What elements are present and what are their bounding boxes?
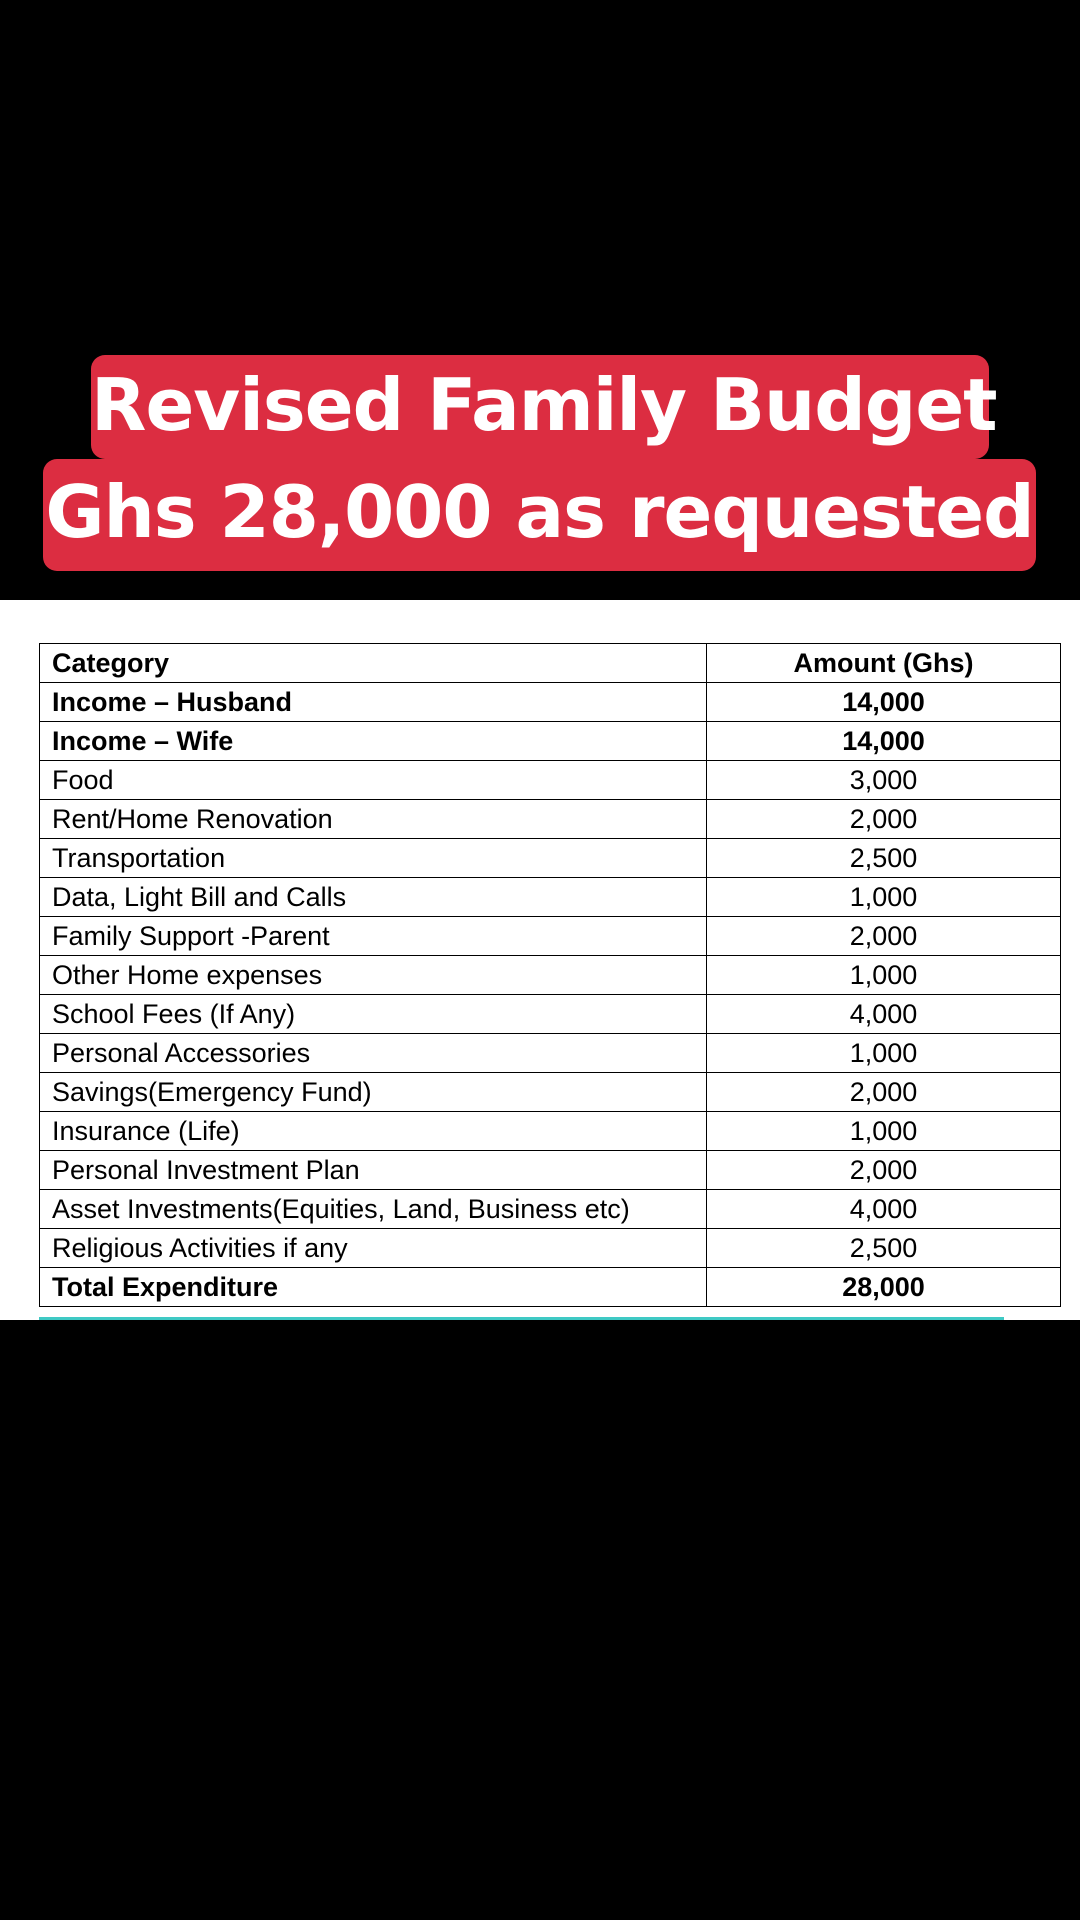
budget-sheet	[0, 600, 1080, 1320]
header-category: Category	[40, 644, 707, 683]
total-label: Total Expenditure	[40, 1268, 707, 1307]
table-row	[40, 1190, 1061, 1229]
row-category: Income – Wife	[40, 722, 707, 761]
row-category: Food	[40, 761, 707, 800]
row-amount: 4,000	[707, 1190, 1061, 1229]
row-category: School Fees (If Any)	[40, 995, 707, 1034]
table-row	[40, 1151, 1061, 1190]
row-amount: 4,000	[707, 995, 1061, 1034]
table-row	[40, 761, 1061, 800]
table-body	[40, 683, 1061, 1268]
row-amount: 2,500	[707, 839, 1061, 878]
row-amount: 1,000	[707, 956, 1061, 995]
row-amount: 2,000	[707, 800, 1061, 839]
title-line-1: Revised Family Budget	[91, 355, 989, 459]
row-category: Family Support -Parent	[40, 917, 707, 956]
row-category: Other Home expenses	[40, 956, 707, 995]
title-line-2: Ghs 28,000 as requested	[43, 459, 1036, 571]
row-category: Asset Investments(Equities, Land, Business etc)	[40, 1190, 707, 1229]
row-category: Insurance (Life)	[40, 1112, 707, 1151]
row-category: Rent/Home Renovation	[40, 800, 707, 839]
row-amount: 3,000	[707, 761, 1061, 800]
row-amount: 2,000	[707, 1073, 1061, 1112]
total-row	[40, 1268, 1061, 1307]
row-category: Personal Investment Plan	[40, 1151, 707, 1190]
row-category: Data, Light Bill and Calls	[40, 878, 707, 917]
table-row	[40, 722, 1061, 761]
table-row	[40, 839, 1061, 878]
header-amount: Amount (Ghs)	[707, 644, 1061, 683]
row-amount: 1,000	[707, 1034, 1061, 1073]
row-amount: 1,000	[707, 878, 1061, 917]
table-row	[40, 1073, 1061, 1112]
title-banner	[0, 0, 1080, 600]
row-category: Income – Husband	[40, 683, 707, 722]
table-row	[40, 1229, 1061, 1268]
selection-underline	[39, 1317, 1004, 1320]
row-amount: 2,000	[707, 917, 1061, 956]
table-row	[40, 683, 1061, 722]
row-category: Transportation	[40, 839, 707, 878]
table-row	[40, 1112, 1061, 1151]
row-category: Savings(Emergency Fund)	[40, 1073, 707, 1112]
table-row	[40, 956, 1061, 995]
row-amount: 2,000	[707, 1151, 1061, 1190]
table-row	[40, 878, 1061, 917]
budget-table	[39, 643, 1061, 1307]
row-category: Religious Activities if any	[40, 1229, 707, 1268]
row-amount: 1,000	[707, 1112, 1061, 1151]
row-amount: 14,000	[707, 683, 1061, 722]
table-row	[40, 1034, 1061, 1073]
total-amount: 28,000	[707, 1268, 1061, 1307]
table-row	[40, 917, 1061, 956]
table-row	[40, 995, 1061, 1034]
row-amount: 2,500	[707, 1229, 1061, 1268]
row-category: Personal Accessories	[40, 1034, 707, 1073]
row-amount: 14,000	[707, 722, 1061, 761]
table-header-row	[40, 644, 1061, 683]
table-row	[40, 800, 1061, 839]
